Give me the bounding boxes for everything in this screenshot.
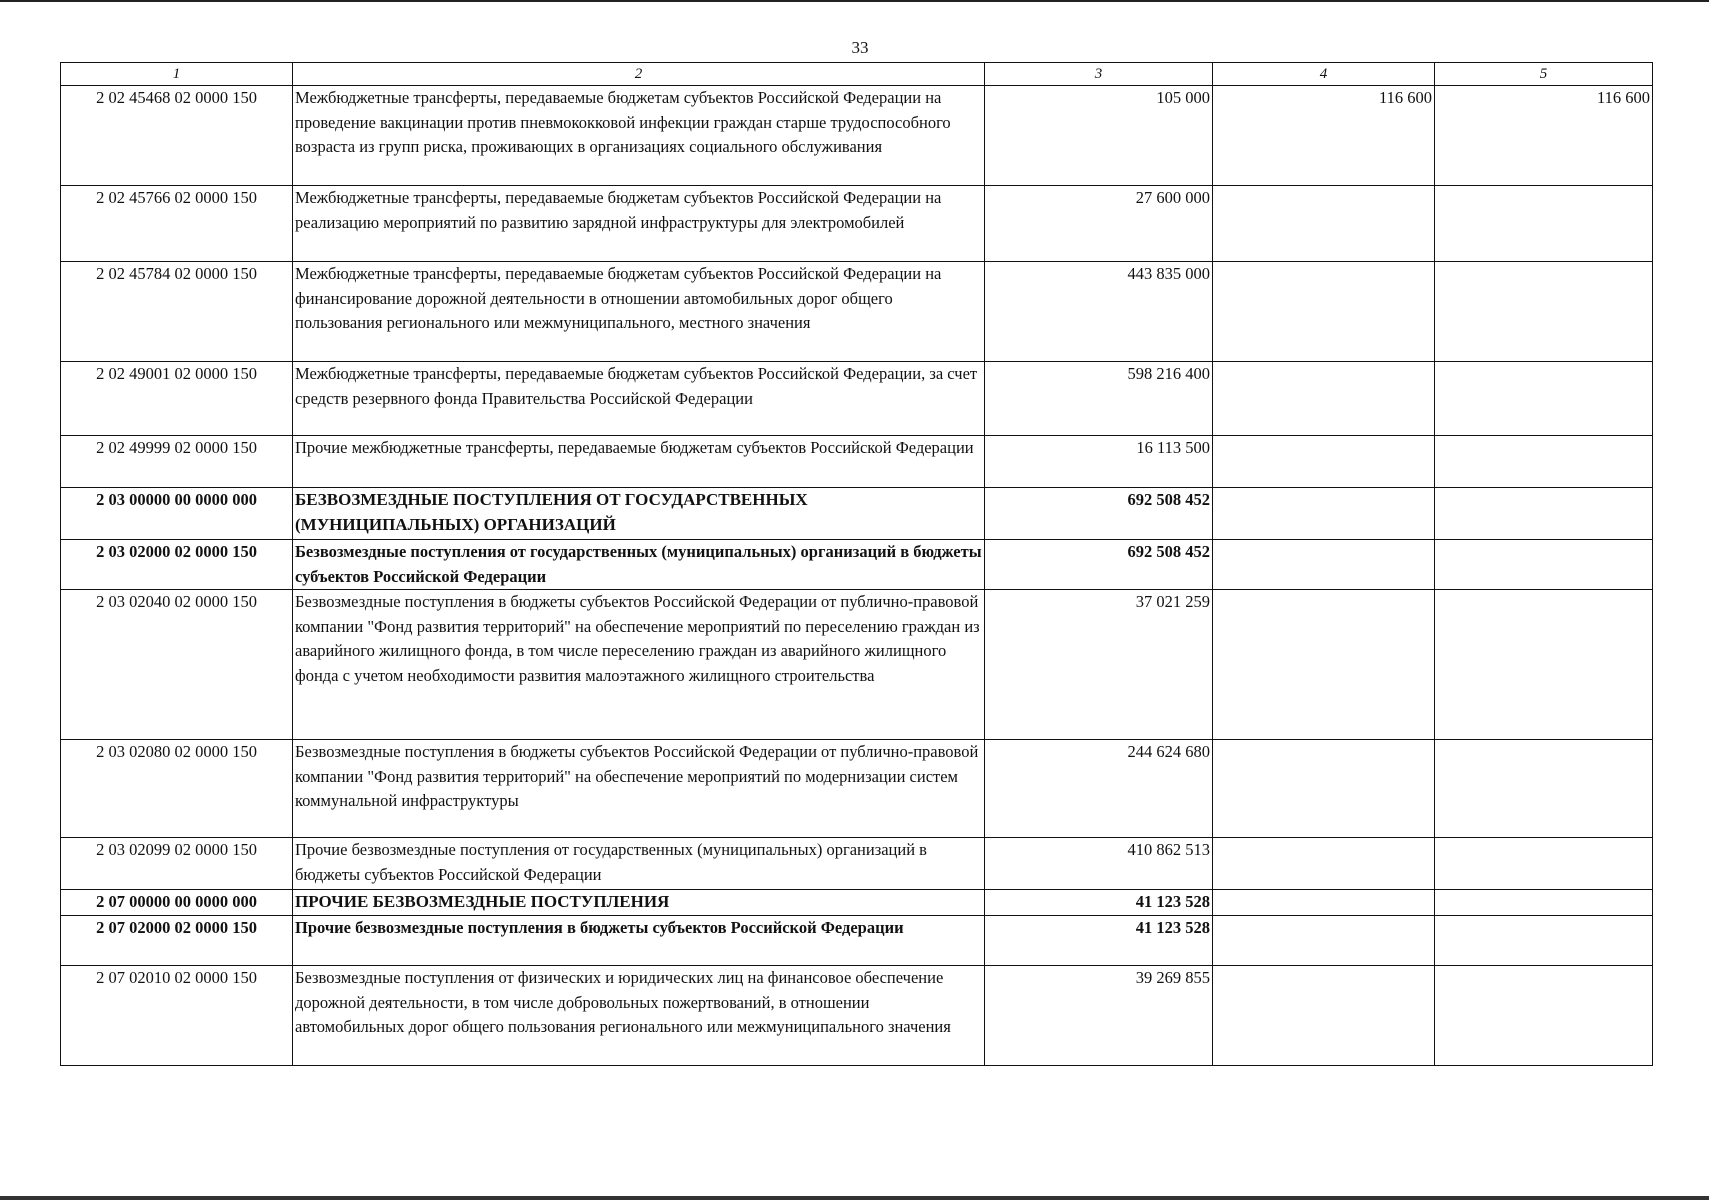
budget-code-cell: 2 07 02000 02 0000 150 bbox=[61, 916, 293, 966]
column-number-header-row bbox=[61, 63, 1653, 86]
amount-col3-cell: 37 021 259 bbox=[985, 590, 1213, 740]
amount-col3-cell: 16 113 500 bbox=[985, 436, 1213, 488]
amount-col4-cell: 116 600 bbox=[1213, 86, 1435, 186]
amount-col3-cell: 27 600 000 bbox=[985, 186, 1213, 262]
amount-col4-cell bbox=[1213, 838, 1435, 890]
amount-col3-cell: 692 508 452 bbox=[985, 540, 1213, 590]
amount-col4-cell bbox=[1213, 540, 1435, 590]
amount-col4-cell bbox=[1213, 362, 1435, 436]
amount-col5-cell bbox=[1435, 186, 1653, 262]
description-cell: Безвозмездные поступления в бюджеты субъектов Российской Федерации от публично-правовой компании "Фонд развития территорий" на обеспечение мероприятий по модернизации систем коммунальной инфраструктуры bbox=[293, 740, 985, 838]
table-row bbox=[61, 540, 1653, 590]
amount-col3-cell: 443 835 000 bbox=[985, 262, 1213, 362]
description-cell: БЕЗВОЗМЕЗДНЫЕ ПОСТУПЛЕНИЯ ОТ ГОСУДАРСТВЕННЫХ (МУНИЦИПАЛЬНЫХ) ОРГАНИЗАЦИЙ bbox=[293, 488, 985, 540]
amount-col4-cell bbox=[1213, 966, 1435, 1066]
table-row bbox=[61, 890, 1653, 916]
amount-col4-cell bbox=[1213, 740, 1435, 838]
amount-col5-cell bbox=[1435, 838, 1653, 890]
budget-code-cell: 2 02 45784 02 0000 150 bbox=[61, 262, 293, 362]
amount-col4-cell bbox=[1213, 916, 1435, 966]
amount-col5-cell: 116 600 bbox=[1435, 86, 1653, 186]
scan-edge-top bbox=[0, 0, 1709, 2]
amount-col3-cell: 598 216 400 bbox=[985, 362, 1213, 436]
amount-col5-cell bbox=[1435, 890, 1653, 916]
table-row bbox=[61, 262, 1653, 362]
table-row bbox=[61, 916, 1653, 966]
amount-col5-cell bbox=[1435, 590, 1653, 740]
budget-code-cell: 2 03 02040 02 0000 150 bbox=[61, 590, 293, 740]
table-row bbox=[61, 740, 1653, 838]
amount-col3-cell: 39 269 855 bbox=[985, 966, 1213, 1066]
column-header-4: 4 bbox=[1213, 63, 1435, 86]
amount-col4-cell bbox=[1213, 890, 1435, 916]
amount-col4-cell bbox=[1213, 590, 1435, 740]
amount-col3-cell: 692 508 452 bbox=[985, 488, 1213, 540]
amount-col4-cell bbox=[1213, 436, 1435, 488]
table-row bbox=[61, 488, 1653, 540]
amount-col3-cell: 41 123 528 bbox=[985, 916, 1213, 966]
amount-col3-cell: 105 000 bbox=[985, 86, 1213, 186]
amount-col5-cell bbox=[1435, 916, 1653, 966]
description-cell: Межбюджетные трансферты, передаваемые бюджетам субъектов Российской Федерации на финансирование дорожной деятельности в отношении автомобильных дорог общего пользования регионального или межмуниципального, местного значения bbox=[293, 262, 985, 362]
column-header-5: 5 bbox=[1435, 63, 1653, 86]
table-row bbox=[61, 966, 1653, 1066]
column-header-3: 3 bbox=[985, 63, 1213, 86]
description-cell: Прочие безвозмездные поступления от государственных (муниципальных) организаций в бюджеты субъектов Российской Федерации bbox=[293, 838, 985, 890]
table-row bbox=[61, 838, 1653, 890]
amount-col3-cell: 41 123 528 bbox=[985, 890, 1213, 916]
table-row bbox=[61, 186, 1653, 262]
budget-code-cell: 2 02 49999 02 0000 150 bbox=[61, 436, 293, 488]
table-row bbox=[61, 362, 1653, 436]
budget-code-cell: 2 02 45468 02 0000 150 bbox=[61, 86, 293, 186]
description-cell: Безвозмездные поступления в бюджеты субъектов Российской Федерации от публично-правовой компании "Фонд развития территорий" на обеспечение мероприятий по переселению граждан из аварийного жилищного фонда, в том числе переселению граждан из аварийного жилищного фонда с учетом необходимости развития малоэтажного жилищного строительства bbox=[293, 590, 985, 740]
amount-col5-cell bbox=[1435, 740, 1653, 838]
amount-col5-cell bbox=[1435, 540, 1653, 590]
amount-col5-cell bbox=[1435, 362, 1653, 436]
budget-code-cell: 2 03 02080 02 0000 150 bbox=[61, 740, 293, 838]
amount-col5-cell bbox=[1435, 488, 1653, 540]
description-cell: Прочие безвозмездные поступления в бюджеты субъектов Российской Федерации bbox=[293, 916, 985, 966]
amount-col5-cell bbox=[1435, 966, 1653, 1066]
amount-col3-cell: 244 624 680 bbox=[985, 740, 1213, 838]
budget-code-cell: 2 07 00000 00 0000 000 bbox=[61, 890, 293, 916]
amount-col4-cell bbox=[1213, 262, 1435, 362]
description-cell: Прочие межбюджетные трансферты, передаваемые бюджетам субъектов Российской Федерации bbox=[293, 436, 985, 488]
budget-code-cell: 2 07 02010 02 0000 150 bbox=[61, 966, 293, 1066]
page-number: 33 bbox=[851, 38, 869, 57]
scan-edge-bottom bbox=[0, 1196, 1709, 1200]
amount-col3-cell: 410 862 513 bbox=[985, 838, 1213, 890]
description-cell: Межбюджетные трансферты, передаваемые бюджетам субъектов Российской Федерации, за счет средств резервного фонда Правительства Российской Федерации bbox=[293, 362, 985, 436]
budget-code-cell: 2 03 02000 02 0000 150 bbox=[61, 540, 293, 590]
amount-col4-cell bbox=[1213, 186, 1435, 262]
amount-col5-cell bbox=[1435, 436, 1653, 488]
description-cell: ПРОЧИЕ БЕЗВОЗМЕЗДНЫЕ ПОСТУПЛЕНИЯ bbox=[293, 890, 985, 916]
budget-code-cell: 2 02 49001 02 0000 150 bbox=[61, 362, 293, 436]
column-header-2: 2 bbox=[293, 63, 985, 86]
description-cell: Межбюджетные трансферты, передаваемые бюджетам субъектов Российской Федерации на реализацию мероприятий по развитию зарядной инфраструктуры для электромобилей bbox=[293, 186, 985, 262]
table-row bbox=[61, 590, 1653, 740]
table-row bbox=[61, 436, 1653, 488]
column-header-1: 1 bbox=[61, 63, 293, 86]
budget-code-cell: 2 03 00000 00 0000 000 bbox=[61, 488, 293, 540]
budget-code-cell: 2 03 02099 02 0000 150 bbox=[61, 838, 293, 890]
table-row bbox=[61, 86, 1653, 186]
budget-code-cell: 2 02 45766 02 0000 150 bbox=[61, 186, 293, 262]
amount-col5-cell bbox=[1435, 262, 1653, 362]
budget-revenue-table bbox=[60, 62, 1653, 1066]
description-cell: Безвозмездные поступления от физических и юридических лиц на финансовое обеспечение дорожной деятельности, в том числе добровольных пожертвований, в отношении автомобильных дорог общего пользования регионального или межмуниципального значения bbox=[293, 966, 985, 1066]
description-cell: Безвозмездные поступления от государственных (муниципальных) организаций в бюджеты субъектов Российской Федерации bbox=[293, 540, 985, 590]
amount-col4-cell bbox=[1213, 488, 1435, 540]
description-cell: Межбюджетные трансферты, передаваемые бюджетам субъектов Российской Федерации на проведение вакцинации против пневмококковой инфекции граждан старше трудоспособного возраста из групп риска, проживающих в организациях социального обслуживания bbox=[293, 86, 985, 186]
